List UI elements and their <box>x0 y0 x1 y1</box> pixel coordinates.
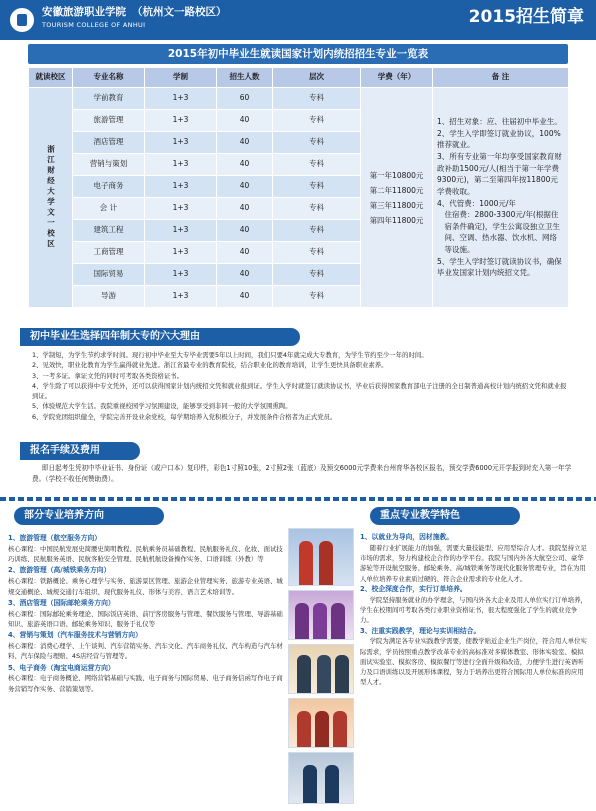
direction-item <box>8 663 284 694</box>
apply-heading: 报名手续及费用 <box>20 442 140 460</box>
school-logo-icon <box>8 6 36 34</box>
system-cell: 1+3 <box>145 264 217 286</box>
system-cell: 1+3 <box>145 110 217 132</box>
header-fee: 学费（年） <box>361 68 433 88</box>
major-cell: 导游 <box>73 286 145 308</box>
level-cell: 专科 <box>273 198 361 220</box>
count-cell: 40 <box>217 154 273 176</box>
major-cell: 旅游管理 <box>73 110 145 132</box>
page-title: 2015招生简章 <box>468 7 584 27</box>
note-item: 住宿费：2800-3300元/年(根据住宿条件确定)，学生公寓设独立卫生间、空调、热水器、饮水机、网络等设施。 <box>444 210 560 254</box>
person-figure-icon <box>297 711 311 747</box>
level-cell: 专科 <box>273 242 361 264</box>
page-header <box>0 0 596 40</box>
direction-item <box>8 565 284 596</box>
header-level: 层次 <box>273 68 361 88</box>
direction-title: 5、电子商务（淘宝电商运营方向） <box>8 663 115 672</box>
reason-item: 3、一考多证。拿证文凭的同时可考取各类资格证书。 <box>32 371 184 380</box>
person-figure-icon <box>295 603 309 639</box>
direction-text: 核心课程：铁路概论、乘务心理学与实务、旅游景区管理、旅游企业管理实务、旅游专业英语、城规交通概论、城规交通行车组织、现代服务礼仪、形体与美容、语言艺术培训等。 <box>8 577 283 596</box>
header-notes: 备 注 <box>433 68 569 88</box>
level-cell: 专科 <box>273 132 361 154</box>
person-figure-icon <box>299 541 313 585</box>
system-cell: 1+3 <box>145 242 217 264</box>
rail-attendant-photo <box>288 590 354 640</box>
reasons-list <box>32 350 572 422</box>
person-figure-icon <box>335 655 349 693</box>
level-cell: 专科 <box>273 154 361 176</box>
majors-table <box>28 67 569 308</box>
table-row <box>29 88 569 110</box>
feature-item <box>360 626 588 688</box>
note-item: 3、所有专业第一年均享受国家教育财政补助1500元/人(相当于第一年学费9300元)，第二至第四年按11800元学费收取。 <box>437 152 562 196</box>
level-cell: 专科 <box>273 286 361 308</box>
campus-label: 浙江财经大学文一校区 <box>46 145 56 250</box>
reason-item: 5、体验规范大学生活。我院重视校园学习氛围建设，能够享受到非同一般的大学氛围熏陶。 <box>32 402 292 411</box>
person-figure-icon <box>317 655 331 693</box>
note-item: 2、学生入学即签订就业协议，100%推荐就业。 <box>437 128 561 150</box>
feature-text: 学院坚持服务就业的办学理念，与国内外各大企业及用人单位实行订单培养，学生在校期间可考取各类行业职业资格证书，很大程度强化了学生的就业竞争力。 <box>360 595 587 625</box>
count-cell: 40 <box>217 220 273 242</box>
feature-item <box>360 532 588 584</box>
direction-text: 核心课程：电子商务概论、网络营销基础与实践、电子商务与国际贸易、电子商务信函写作电子商务营销写作实务、营销策划等。 <box>8 674 283 693</box>
system-cell: 1+3 <box>145 198 217 220</box>
direction-text: 核心课程：中国民航发展史简腰史简明教程、民航乘务员基础教程、民航服务礼仪、化妆、面试技巧训练、民航服务英语、民航客舱安全管理、民航机航设备操作实务、口语训练（外教）等 <box>8 544 283 564</box>
count-cell: 40 <box>217 264 273 286</box>
person-figure-icon <box>313 603 327 639</box>
major-cell: 建筑工程 <box>73 220 145 242</box>
count-cell: 40 <box>217 110 273 132</box>
level-cell: 专科 <box>273 176 361 198</box>
count-cell: 40 <box>217 198 273 220</box>
person-figure-icon <box>303 765 317 803</box>
reason-item: 2、见效快，职业化教育为学生赢得就业先进。浙江省最专业的教育院校，结合职业化的教育培训，让学生更快具备职业素养。 <box>32 361 388 370</box>
feature-item <box>360 584 588 626</box>
header-major: 专业名称 <box>73 68 145 88</box>
major-cell: 会 计 <box>73 198 145 220</box>
feature-text: 学院为满足各专业实践教学需要，使教学贴近企业生产岗位，符合用人单位实际需求，学员按照重点教学改革专业的高标准对多媒体教室、形体实验室、模拟面试实验室、模拟客房、模拟餐厅等进行全面升级和改造，力便学生进行英语听力及口语训练以及开展形体课程，努力于培养出更符合国际用人单位标准的应用型人才。 <box>360 637 587 687</box>
major-cell: 国际贸易 <box>73 264 145 286</box>
reason-item: 6、学院党团组织健全，学院完善开设业余党校，每学期培养入党积极分子，并发展条件合格者为正式党员。 <box>32 412 337 421</box>
count-cell: 60 <box>217 88 273 110</box>
note-item: 1、招生对象：应、往届初中毕业生。 <box>437 117 562 127</box>
apply-text: 即日起考生凭初中毕业证书、身份证（或户口本）复印件，彩色1寸照10张，2寸照2张（蓝底）及预交6000元学费来台州育华各校区报名，预交学费6000元开学报到时充入第一年学费。（学校不收任何赞助费）。 <box>32 464 572 483</box>
count-cell: 40 <box>217 176 273 198</box>
person-figure-icon <box>297 655 311 693</box>
note-item: 5、学生入学时签订就读协议书，确保毕业发国家计划内统招文凭。 <box>437 256 562 278</box>
fee-year-1: 第一年10800元 <box>369 170 424 180</box>
fee-year-2: 第二年11800元 <box>369 185 424 195</box>
header-count: 招生人数 <box>217 68 273 88</box>
level-cell: 专科 <box>273 264 361 286</box>
person-figure-icon <box>319 541 333 585</box>
note-item: 4、代管费：1000元/年 <box>437 198 516 208</box>
system-cell: 1+3 <box>145 220 217 242</box>
fee-year-3: 第三年11800元 <box>369 200 424 210</box>
person-figure-icon <box>333 711 347 747</box>
direction-text: 核心课程：消费心理学、上午谈判、汽车营销实务、汽车文化、汽车商务礼仪、汽车构造与汽车材料、汽车保险与理赔、4S店经营与管理等。 <box>8 642 283 661</box>
cabin-training-photo <box>288 752 354 804</box>
table-header-row <box>29 68 569 88</box>
right-section-heading: 重点专业教学特色 <box>370 507 520 525</box>
header-campus: 就读校区 <box>29 68 73 88</box>
fee-year-4: 第四年11800元 <box>369 215 424 225</box>
feature-title: 1、以就业为导向，因材施教。 <box>360 533 454 541</box>
level-cell: 专科 <box>273 88 361 110</box>
direction-item <box>8 533 284 564</box>
person-figure-icon <box>331 603 345 639</box>
school-english-name: TOURISM COLLEGE OF ANHUI <box>42 21 146 29</box>
notes-cell <box>433 88 569 308</box>
teaching-features <box>360 532 588 688</box>
level-cell: 专科 <box>273 110 361 132</box>
feature-title: 2、校企深度合作，实行订单培养。 <box>360 584 467 593</box>
count-cell: 40 <box>217 132 273 154</box>
system-cell: 1+3 <box>145 176 217 198</box>
school-name: 安徽旅游职业学院 <box>42 6 126 18</box>
direction-title: 2、旅游管理（高/城铁乘务方向） <box>8 566 111 575</box>
system-cell: 1+3 <box>145 88 217 110</box>
left-section-heading: 部分专业培养方向 <box>14 507 164 525</box>
level-cell: 专科 <box>273 220 361 242</box>
major-cell: 营销与策划 <box>73 154 145 176</box>
campus-name: （杭州文一路校区） <box>132 6 227 18</box>
direction-item <box>8 630 284 661</box>
header-system: 学制 <box>145 68 217 88</box>
section-divider <box>0 497 596 501</box>
flight-attendant-photo <box>288 528 354 586</box>
feature-title: 3、注重实践教学，理论与实训相结合。 <box>360 626 481 635</box>
etiquette-class-photo <box>288 698 354 748</box>
person-figure-icon <box>315 711 329 747</box>
person-figure-icon <box>325 765 339 803</box>
training-directions <box>8 532 284 694</box>
major-cell: 电子商务 <box>73 176 145 198</box>
major-cell: 酒店管理 <box>73 132 145 154</box>
direction-title: 4、营销与策划（汽车服务技术与营销方向） <box>8 631 142 640</box>
table-title: 2015年初中毕业生就读国家计划内统招招生专业一览表 <box>28 44 568 64</box>
system-cell: 1+3 <box>145 154 217 176</box>
apply-text-block <box>32 463 572 485</box>
direction-title: 1、旅游管理（航空服务方向） <box>8 534 102 542</box>
direction-text: 核心课程：国际邮轮乘务理论、国际饭店英语、前厅客房服务与管理、餐饮服务与管理、导游基础知识、旅游英语口语、邮轮乘务知识、服务于礼仪等 <box>8 609 283 628</box>
reason-item: 4、学生除了可以获得中专文凭外，还可以获得国家计划内统招文凭和就业报到证。学生入学时就签订就读协议书，毕业后获得国家教育部电子注册的全日制普通高校计划内统招文凭和就业报到证。 <box>32 381 567 400</box>
system-cell: 1+3 <box>145 286 217 308</box>
major-cell: 工商管理 <box>73 242 145 264</box>
count-cell: 40 <box>217 286 273 308</box>
reasons-heading: 初中毕业生选择四年制大专的六大理由 <box>20 328 300 346</box>
major-cell: 学前教育 <box>73 88 145 110</box>
campus-cell <box>29 88 73 308</box>
count-cell: 40 <box>217 242 273 264</box>
reason-item: 1、学制短，为学生节约求学时间。现行初中毕业至大专毕业需要5年以上时间，我们只要4年就完成大专教育，为学生节约至少一年的时间。 <box>32 351 428 359</box>
direction-item <box>8 598 284 629</box>
fee-cell <box>361 88 433 308</box>
feature-text: 随着行业扩展能力的加强，需要大量技能型、应用型综合人才。我院坚持立足市场的需求，努力构建校企合作的办学平台。我院与国内外各大航空公司、豪华游轮等开设航空服务、邮轮乘务、高/城铁乘务等现代化服务管理专业，旨在为用人单位培养专业素质过硬的、符合企业需求的专业化人才。 <box>360 543 587 583</box>
direction-title: 3、酒店管理（国际邮轮乘务方向） <box>8 598 115 607</box>
hotel-service-photo <box>288 644 354 694</box>
system-cell: 1+3 <box>145 132 217 154</box>
